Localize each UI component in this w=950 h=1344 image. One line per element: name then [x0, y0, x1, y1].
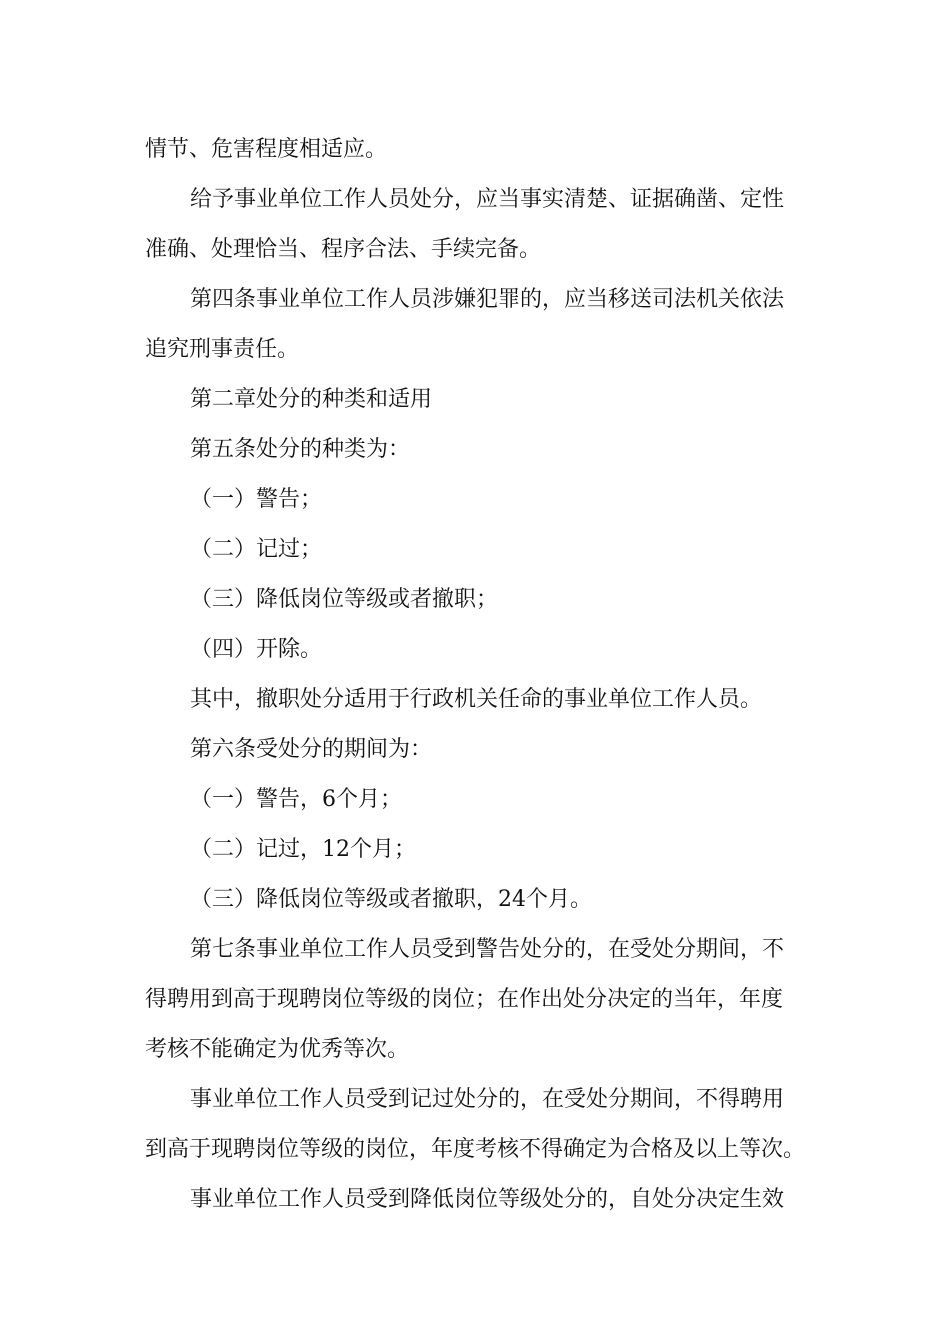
text-line: 得聘用到高于现聘岗位等级的岗位；在作出处分决定的当年，年度 [145, 987, 784, 1012]
list-item: （三）降低岗位等级或者撤职，24个月。 [190, 887, 592, 912]
text-line: 追究刑事责任。 [145, 337, 300, 362]
list-item: （三）降低岗位等级或者撤职； [190, 587, 499, 612]
text-line: 其中，撤职处分适用于行政机关任命的事业单位工作人员。 [190, 687, 763, 712]
text-line: 第四条事业单位工作人员涉嫌犯罪的，应当移送司法机关依法 [190, 287, 785, 312]
text-line: 第六条受处分的期间为： [190, 737, 433, 762]
text-line: 考核不能确定为优秀等次。 [145, 1037, 410, 1062]
text-line: 到高于现聘岗位等级的岗位，年度考核不得确定为合格及以上等次。 [145, 1137, 806, 1162]
list-item: （二）记过； [190, 537, 323, 562]
list-item: （二）记过，12个月； [190, 837, 416, 862]
text-line: 情节、危害程度相适应。 [145, 137, 388, 162]
text-line: 给予事业单位工作人员处分，应当事实清楚、证据确凿、定性 [190, 187, 785, 212]
text-line: 事业单位工作人员受到降低岗位等级处分的，自处分决定生效 [190, 1187, 785, 1212]
chapter-heading: 第二章处分的种类和适用 [190, 387, 433, 412]
list-item: （一）警告，6个月； [190, 787, 402, 812]
text-line: 事业单位工作人员受到记过处分的，在受处分期间，不得聘用 [190, 1087, 785, 1112]
list-item: （四）开除。 [190, 637, 323, 662]
text-line: 第七条事业单位工作人员受到警告处分的，在受处分期间，不 [190, 937, 785, 962]
text-line: 第五条处分的种类为： [190, 437, 411, 462]
list-item: （一）警告； [190, 487, 323, 512]
text-line: 准确、处理恰当、程序合法、手续完备。 [145, 237, 542, 262]
